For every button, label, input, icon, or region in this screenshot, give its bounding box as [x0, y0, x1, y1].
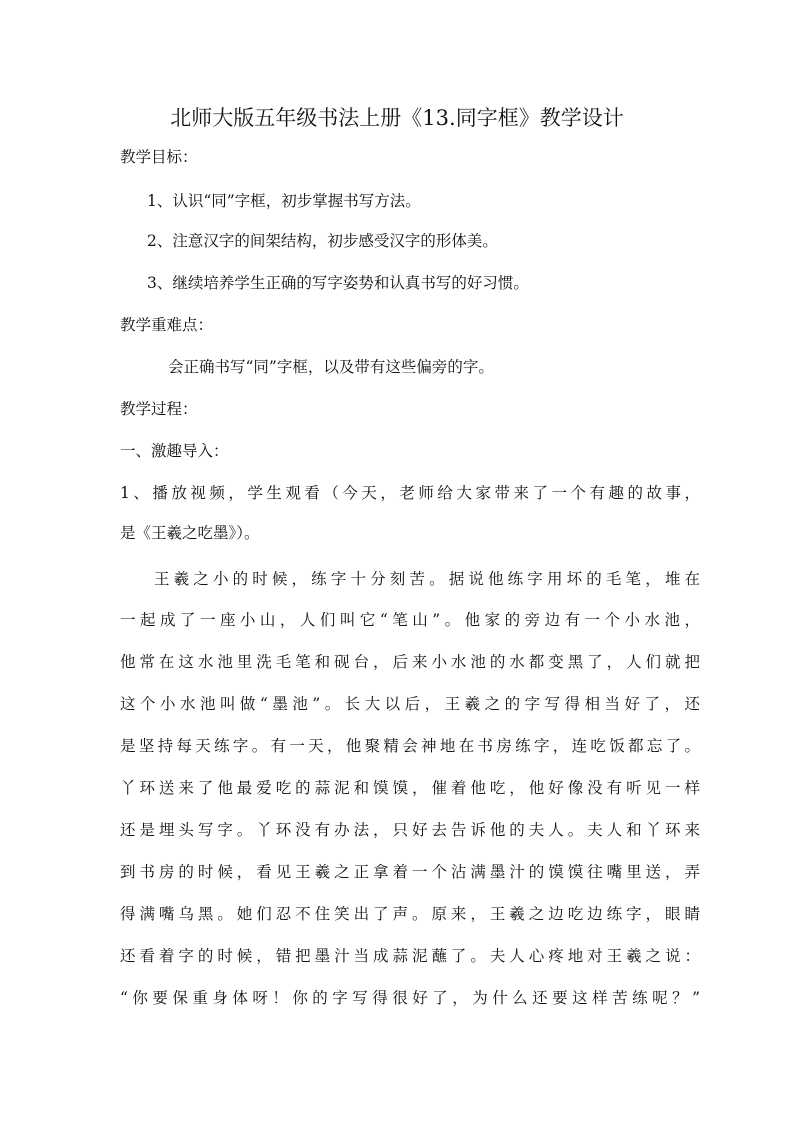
goal-item-2: 2、注意汉字的间架结构，初步感受汉字的形体美。	[147, 232, 498, 250]
step1-item-line-1: 1、播放视频，学生观看（今天，老师给大家带来了一个有趣的故事，	[120, 484, 700, 502]
story-line-10: 还看着字的时候，错把墨汁当成蒜泥蘸了。夫人心疼地对王羲之说：	[120, 947, 700, 965]
goal-item-1: 1、认识“同”字框，初步掌握书写方法。	[147, 192, 421, 210]
story-line-7: 还是埋头写字。丫环没有办法，只好去告诉他的夫人。夫人和丫环来	[120, 821, 700, 839]
story-line-2: 一起成了一座小山，人们叫它“笔山”。他家的旁边有一个小水池，	[120, 611, 700, 629]
process-heading: 教学过程：	[120, 400, 198, 418]
story-line-5: 是坚持每天练字。有一天，他聚精会神地在书房练字，连吃饭都忘了。	[120, 737, 700, 755]
story-line-9: 得满嘴乌黑。她们忍不住笑出了声。原来，王羲之边吃边练字，眼睛	[120, 905, 700, 923]
story-line-3: 他常在这水池里洗毛笔和砚台，后来小水池的水都变黑了，人们就把	[120, 653, 700, 671]
key-points-heading: 教学重难点：	[120, 316, 214, 334]
document-title: 北师大版五年级书法上册《13.同字框》教学设计	[170, 106, 624, 130]
goals-heading: 教学目标：	[120, 148, 198, 166]
goal-item-3: 3、继续培养学生正确的写字姿势和认真书写的好习惯。	[147, 274, 529, 292]
story-line-4: 这个小水池叫做“墨池”。长大以后，王羲之的字写得相当好了，还	[120, 695, 700, 713]
step1-heading: 一、激趣导入：	[120, 442, 229, 460]
story-line-6: 丫环送来了他最爱吃的蒜泥和馍馍，催着他吃，他好像没有听见一样	[120, 779, 700, 797]
key-points-text: 会正确书写“同”字框，以及带有这些偏旁的字。	[168, 358, 494, 376]
step1-item-line-2: 是《王羲之吃墨》）。	[120, 524, 260, 542]
story-line-11: “你要保重身体呀！你的字写得很好了，为什么还要这样苦练呢？”	[120, 989, 700, 1007]
story-line-8: 到书房的时候，看见王羲之正拿着一个沾满墨汁的馍馍往嘴里送，弄	[120, 863, 700, 881]
story-line-1: 王羲之小的时候，练字十分刻苦。据说他练字用坏的毛笔，堆在	[154, 570, 700, 588]
